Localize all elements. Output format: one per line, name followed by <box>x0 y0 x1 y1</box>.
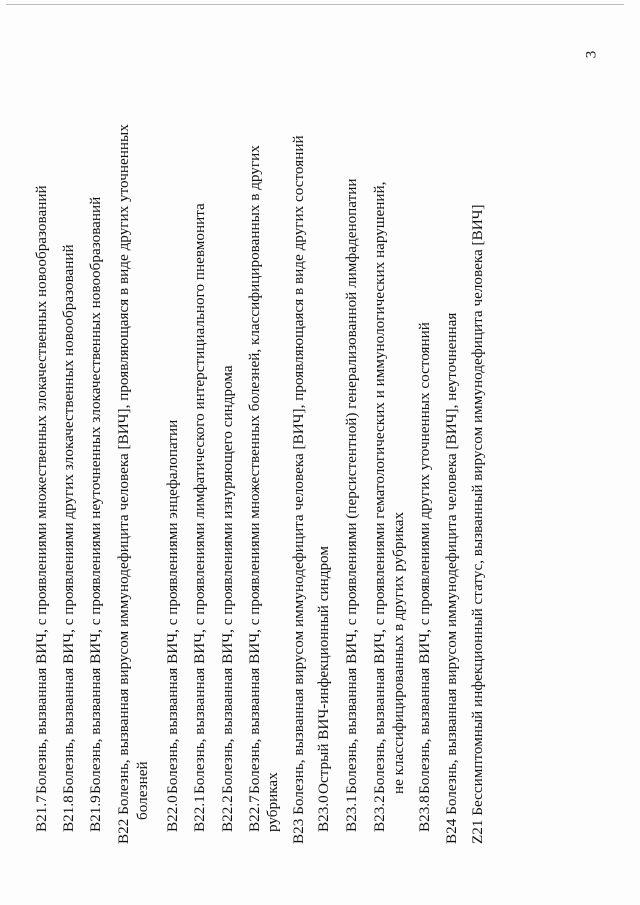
group-code-label: B22 <box>115 814 132 844</box>
code-description: Болезнь, вызванная ВИЧ, с проявлениями множественных злокачественных новообразований <box>33 185 50 794</box>
group-description: Болезнь, вызванная вирусом иммунодефицита человека [ВИЧ], проявляющаяся в виде других уточненных <box>115 124 132 815</box>
group-item <box>114 124 134 844</box>
code-description: Болезнь, вызванная ВИЧ, с проявлениями множественных болезней, классифицированных в других <box>246 145 263 794</box>
page-number: 3 <box>583 50 600 59</box>
code-label: B22.2 <box>219 795 236 832</box>
code-label: B22.7 <box>246 795 263 832</box>
code-description: Болезнь, вызванная ВИЧ, с проявлениями изнуряющего синдрома <box>219 365 236 794</box>
code-label: B23.8 <box>416 795 433 832</box>
code-description: Болезнь, вызванная ВИЧ, с проявлениями других уточненных состояний <box>416 322 433 794</box>
code-label: B21.9 <box>87 795 104 832</box>
icd-code-list <box>22 52 640 844</box>
group-item <box>289 135 309 844</box>
code-label: B21.7 <box>33 795 50 832</box>
group-description: Болезнь, вызванная вирусом иммунодефицита человека [ВИЧ], проявляющаяся в виде других состояний <box>290 135 307 815</box>
top-border-line <box>6 4 624 5</box>
code-description: Болезнь, вызванная ВИЧ, с проявлениями неуточненных злокачественных новообразований <box>87 196 104 794</box>
group-code-label: B24 <box>443 814 460 844</box>
group-code-label: B23 <box>290 814 307 844</box>
code-label: B22.1 <box>191 795 208 832</box>
code-description: Болезнь, вызванная ВИЧ, с проявлениями лимфатического интерстициального пневмонита <box>191 203 208 794</box>
code-description-continuation: рубриках <box>264 772 281 832</box>
code-label: B23.0 <box>315 795 332 832</box>
code-description: Острый ВИЧ-инфекционный синдром <box>315 546 332 794</box>
code-description: Болезнь, вызванная ВИЧ, с проявлениями энцефалопатии <box>164 419 181 794</box>
group-description: Болезнь, вызванная вирусом иммунодефицита человека [ВИЧ], неуточненная <box>443 312 460 815</box>
code-description: Болезнь, вызванная ВИЧ, с проявлениями других злокачественных новообразований <box>60 244 77 794</box>
group-item <box>442 313 462 844</box>
code-description: Болезнь, вызванная ВИЧ, с проявлениями гематологических и иммунологических нарушений, <box>371 181 388 794</box>
group-code-label: Z21 <box>469 815 486 844</box>
group-description: Бессимптомный инфекционный статус, вызванный вирусом иммунодефицита человека [ВИЧ] <box>469 204 486 816</box>
code-description-continuation: не классифицированных в других рубриках <box>390 511 407 794</box>
group-description-continuation: болезней <box>134 761 151 820</box>
code-description: Болезнь, вызванная ВИЧ, с проявлениями (персистентной) генерализованной лимфаденопатии <box>343 178 360 794</box>
group-item <box>468 204 488 844</box>
code-label: B23.1 <box>343 795 360 832</box>
code-label: B23.2 <box>371 795 388 832</box>
code-label: B22.0 <box>164 795 181 832</box>
code-label: B21.8 <box>60 795 77 832</box>
